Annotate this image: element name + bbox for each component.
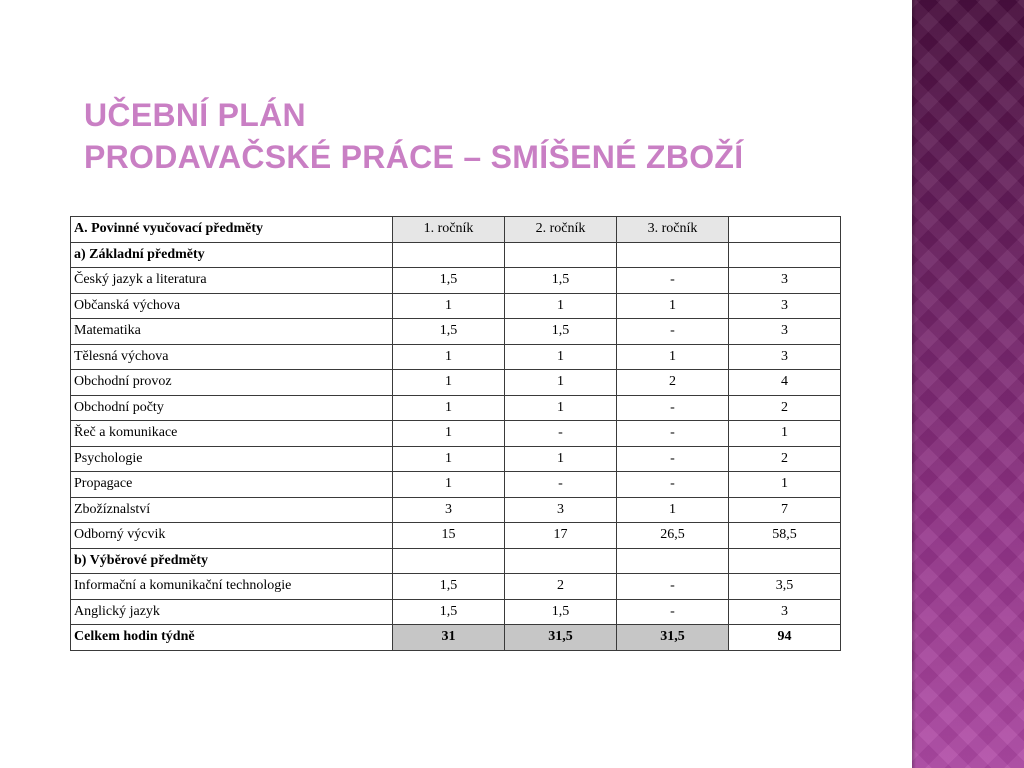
year-1-cell: 1 [393, 293, 505, 319]
table-row [71, 523, 841, 549]
year-2-cell: 1,5 [505, 319, 617, 345]
section-row [71, 242, 841, 268]
year-3-cell: 1 [617, 344, 729, 370]
year-2-cell [505, 548, 617, 574]
total-cell: 3 [729, 293, 841, 319]
subject-cell: A. Povinné vyučovací předměty [71, 217, 393, 243]
table-row [71, 395, 841, 421]
subject-cell: Obchodní provoz [71, 370, 393, 396]
subject-cell: Tělesná výchova [71, 344, 393, 370]
year-2-cell: - [505, 472, 617, 498]
year-1-cell: 1 [393, 395, 505, 421]
total-cell: 3 [729, 319, 841, 345]
total-cell: 3 [729, 344, 841, 370]
curriculum-table [70, 216, 841, 651]
year-3-cell [617, 242, 729, 268]
table-row [71, 497, 841, 523]
year-2-cell: 1,5 [505, 599, 617, 625]
year-3-cell: - [617, 319, 729, 345]
year-3-cell: - [617, 472, 729, 498]
subject-cell: Matematika [71, 319, 393, 345]
year-2-cell: - [505, 421, 617, 447]
year-2-cell: 1 [505, 344, 617, 370]
table-row [71, 472, 841, 498]
year-3-cell: 26,5 [617, 523, 729, 549]
year-1-cell: 1 [393, 370, 505, 396]
total-row [71, 625, 841, 651]
total-cell [729, 548, 841, 574]
year-2-cell: 31,5 [505, 625, 617, 651]
total-cell: 1 [729, 472, 841, 498]
total-cell [729, 217, 841, 243]
year-1-cell: 1. ročník [393, 217, 505, 243]
total-cell: 2 [729, 446, 841, 472]
year-1-cell: 1 [393, 472, 505, 498]
year-3-cell: 1 [617, 497, 729, 523]
year-3-cell: 3. ročník [617, 217, 729, 243]
subject-cell: a) Základní předměty [71, 242, 393, 268]
subject-cell: Obchodní počty [71, 395, 393, 421]
subject-cell: b) Výběrové předměty [71, 548, 393, 574]
year-1-cell: 1,5 [393, 599, 505, 625]
subject-cell: Zbožíznalství [71, 497, 393, 523]
year-1-cell: 31 [393, 625, 505, 651]
table-row [71, 268, 841, 294]
table-row [71, 599, 841, 625]
subject-cell: Informační a komunikační technologie [71, 574, 393, 600]
year-1-cell: 15 [393, 523, 505, 549]
total-cell: 3 [729, 268, 841, 294]
total-cell [729, 242, 841, 268]
year-2-cell: 1 [505, 446, 617, 472]
subject-cell: Anglický jazyk [71, 599, 393, 625]
year-3-cell: - [617, 446, 729, 472]
year-1-cell: 1,5 [393, 268, 505, 294]
table-row [71, 574, 841, 600]
year-3-cell: - [617, 599, 729, 625]
year-2-cell: 1,5 [505, 268, 617, 294]
total-cell: 1 [729, 421, 841, 447]
subject-cell: Odborný výcvik [71, 523, 393, 549]
year-2-cell: 1 [505, 370, 617, 396]
table-row [71, 421, 841, 447]
title-line-2: PRODAVAČSKÉ PRÁCE – SMÍŠENÉ ZBOŽÍ [84, 139, 744, 175]
subject-cell: Propagace [71, 472, 393, 498]
year-3-cell: - [617, 574, 729, 600]
year-1-cell [393, 548, 505, 574]
year-3-cell: 31,5 [617, 625, 729, 651]
subject-cell: Český jazyk a literatura [71, 268, 393, 294]
total-cell: 58,5 [729, 523, 841, 549]
year-3-cell [617, 548, 729, 574]
total-cell: 3,5 [729, 574, 841, 600]
year-2-cell: 1 [505, 395, 617, 421]
table-row [71, 293, 841, 319]
year-1-cell: 1 [393, 344, 505, 370]
table-row [71, 344, 841, 370]
subject-cell: Celkem hodin týdně [71, 625, 393, 651]
year-2-cell [505, 242, 617, 268]
year-3-cell: - [617, 421, 729, 447]
year-1-cell: 1,5 [393, 319, 505, 345]
year-1-cell: 1 [393, 446, 505, 472]
decorative-side-panel [912, 0, 1024, 768]
section-row [71, 548, 841, 574]
year-1-cell: 1 [393, 421, 505, 447]
table-row [71, 370, 841, 396]
year-1-cell: 1,5 [393, 574, 505, 600]
total-cell: 4 [729, 370, 841, 396]
table-header-row [71, 217, 841, 243]
title-line-1: UČEBNÍ PLÁN [84, 97, 306, 133]
table-row [71, 319, 841, 345]
slide-title [84, 94, 743, 178]
total-cell: 7 [729, 497, 841, 523]
year-3-cell: - [617, 395, 729, 421]
total-cell: 3 [729, 599, 841, 625]
year-3-cell: 2 [617, 370, 729, 396]
total-cell: 2 [729, 395, 841, 421]
year-1-cell [393, 242, 505, 268]
year-2-cell: 2. ročník [505, 217, 617, 243]
table-row [71, 446, 841, 472]
year-3-cell: 1 [617, 293, 729, 319]
subject-cell: Občanská výchova [71, 293, 393, 319]
subject-cell: Psychologie [71, 446, 393, 472]
year-1-cell: 3 [393, 497, 505, 523]
year-2-cell: 3 [505, 497, 617, 523]
year-2-cell: 2 [505, 574, 617, 600]
year-2-cell: 1 [505, 293, 617, 319]
total-cell: 94 [729, 625, 841, 651]
year-3-cell: - [617, 268, 729, 294]
year-2-cell: 17 [505, 523, 617, 549]
subject-cell: Řeč a komunikace [71, 421, 393, 447]
